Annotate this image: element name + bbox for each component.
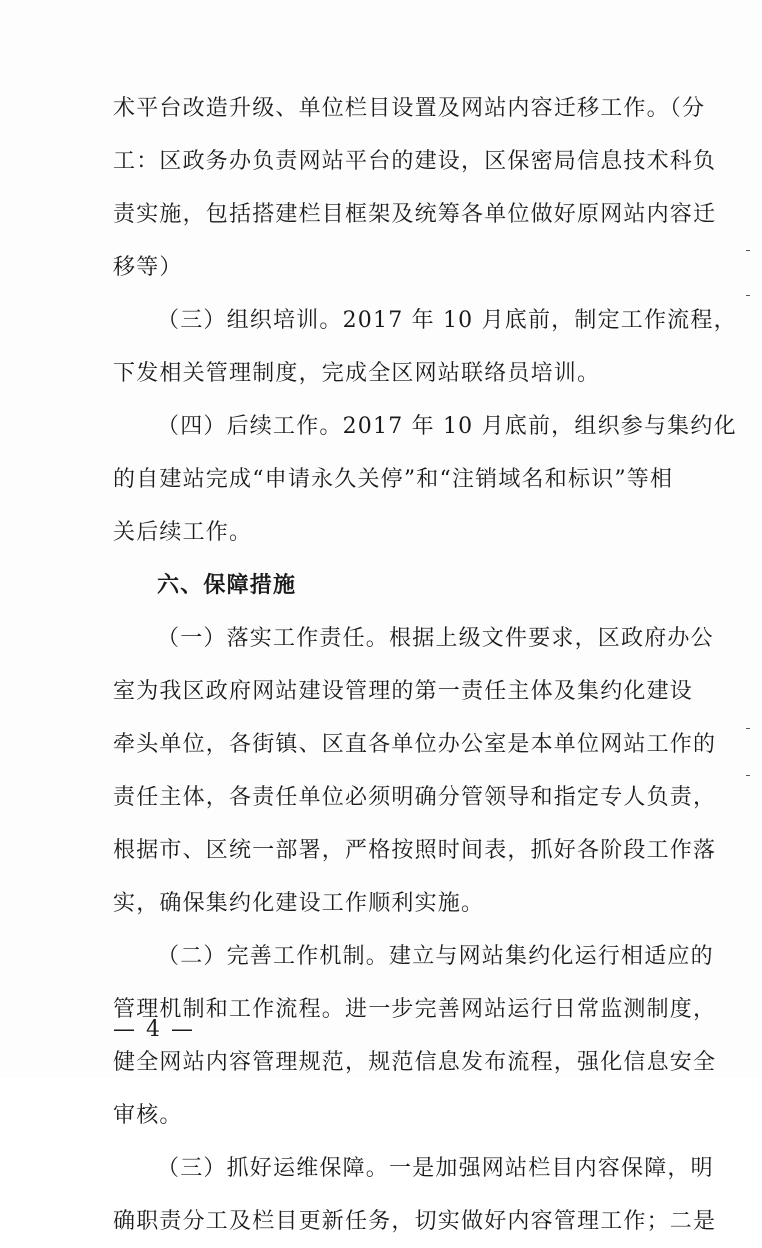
text-line: 的自建站完成“申请永久关停”和“注销域名和标识”等相 [113, 467, 674, 492]
text-line: 实，确保集约化建设工作顺利实施。 [113, 891, 485, 916]
text-line: 责任主体，各责任单位必须明确分管领导和指定专人负责， [113, 785, 717, 810]
text-line: 根据市、区统一部署，严格按照时间表，抓好各阶段工作落 [113, 838, 717, 863]
text-line: 工：区政务办负责网站平台的建设，区保密局信息技术科负 [113, 149, 717, 174]
page-number: — 4 — [113, 1017, 195, 1042]
text-line: （三）组织培训。2017 年 10 月底前，制定工作流程， [157, 308, 737, 333]
text-line: 审核。 [113, 1103, 183, 1128]
body-text [113, 82, 737, 1248]
text-line: （一）落实工作责任。根据上级文件要求，区政府办公 [157, 626, 714, 651]
section-heading: 六、保障措施 [157, 573, 297, 598]
text-line: 健全网站内容管理规范，规范信息发布流程，强化信息安全 [113, 1050, 717, 1075]
text-line: 移等） [113, 255, 183, 280]
text-line: 责实施，包括搭建栏目框架及统筹各单位做好原网站内容迁 [113, 202, 717, 227]
text-line: （二）完善工作机制。建立与网站集约化运行相适应的 [157, 944, 714, 969]
margin-tick [746, 295, 750, 296]
margin-tick [746, 728, 750, 729]
text-line: 关后续工作。 [113, 520, 253, 545]
text-line: 管理机制和工作流程。进一步完善网站运行日常监测制度， [113, 997, 717, 1022]
text-line: 下发相关管理制度，完成全区网站联络员培训。 [113, 361, 601, 386]
text-line: （四）后续工作。2017 年 10 月底前，组织参与集约化 [157, 414, 737, 439]
margin-tick [746, 775, 750, 776]
text-line: 室为我区政府网站建设管理的第一责任主体及集约化建设 [113, 679, 694, 704]
text-line: 牵头单位，各街镇、区直各单位办公室是本单位网站工作的 [113, 732, 717, 757]
text-line: 术平台改造升级、单位栏目设置及网站内容迁移工作。（分 [113, 96, 706, 121]
margin-tick [746, 250, 750, 251]
text-line: 确职责分工及栏目更新任务，切实做好内容管理工作；二是 [113, 1209, 717, 1234]
text-line: （三）抓好运维保障。一是加强网站栏目内容保障，明 [157, 1156, 714, 1181]
